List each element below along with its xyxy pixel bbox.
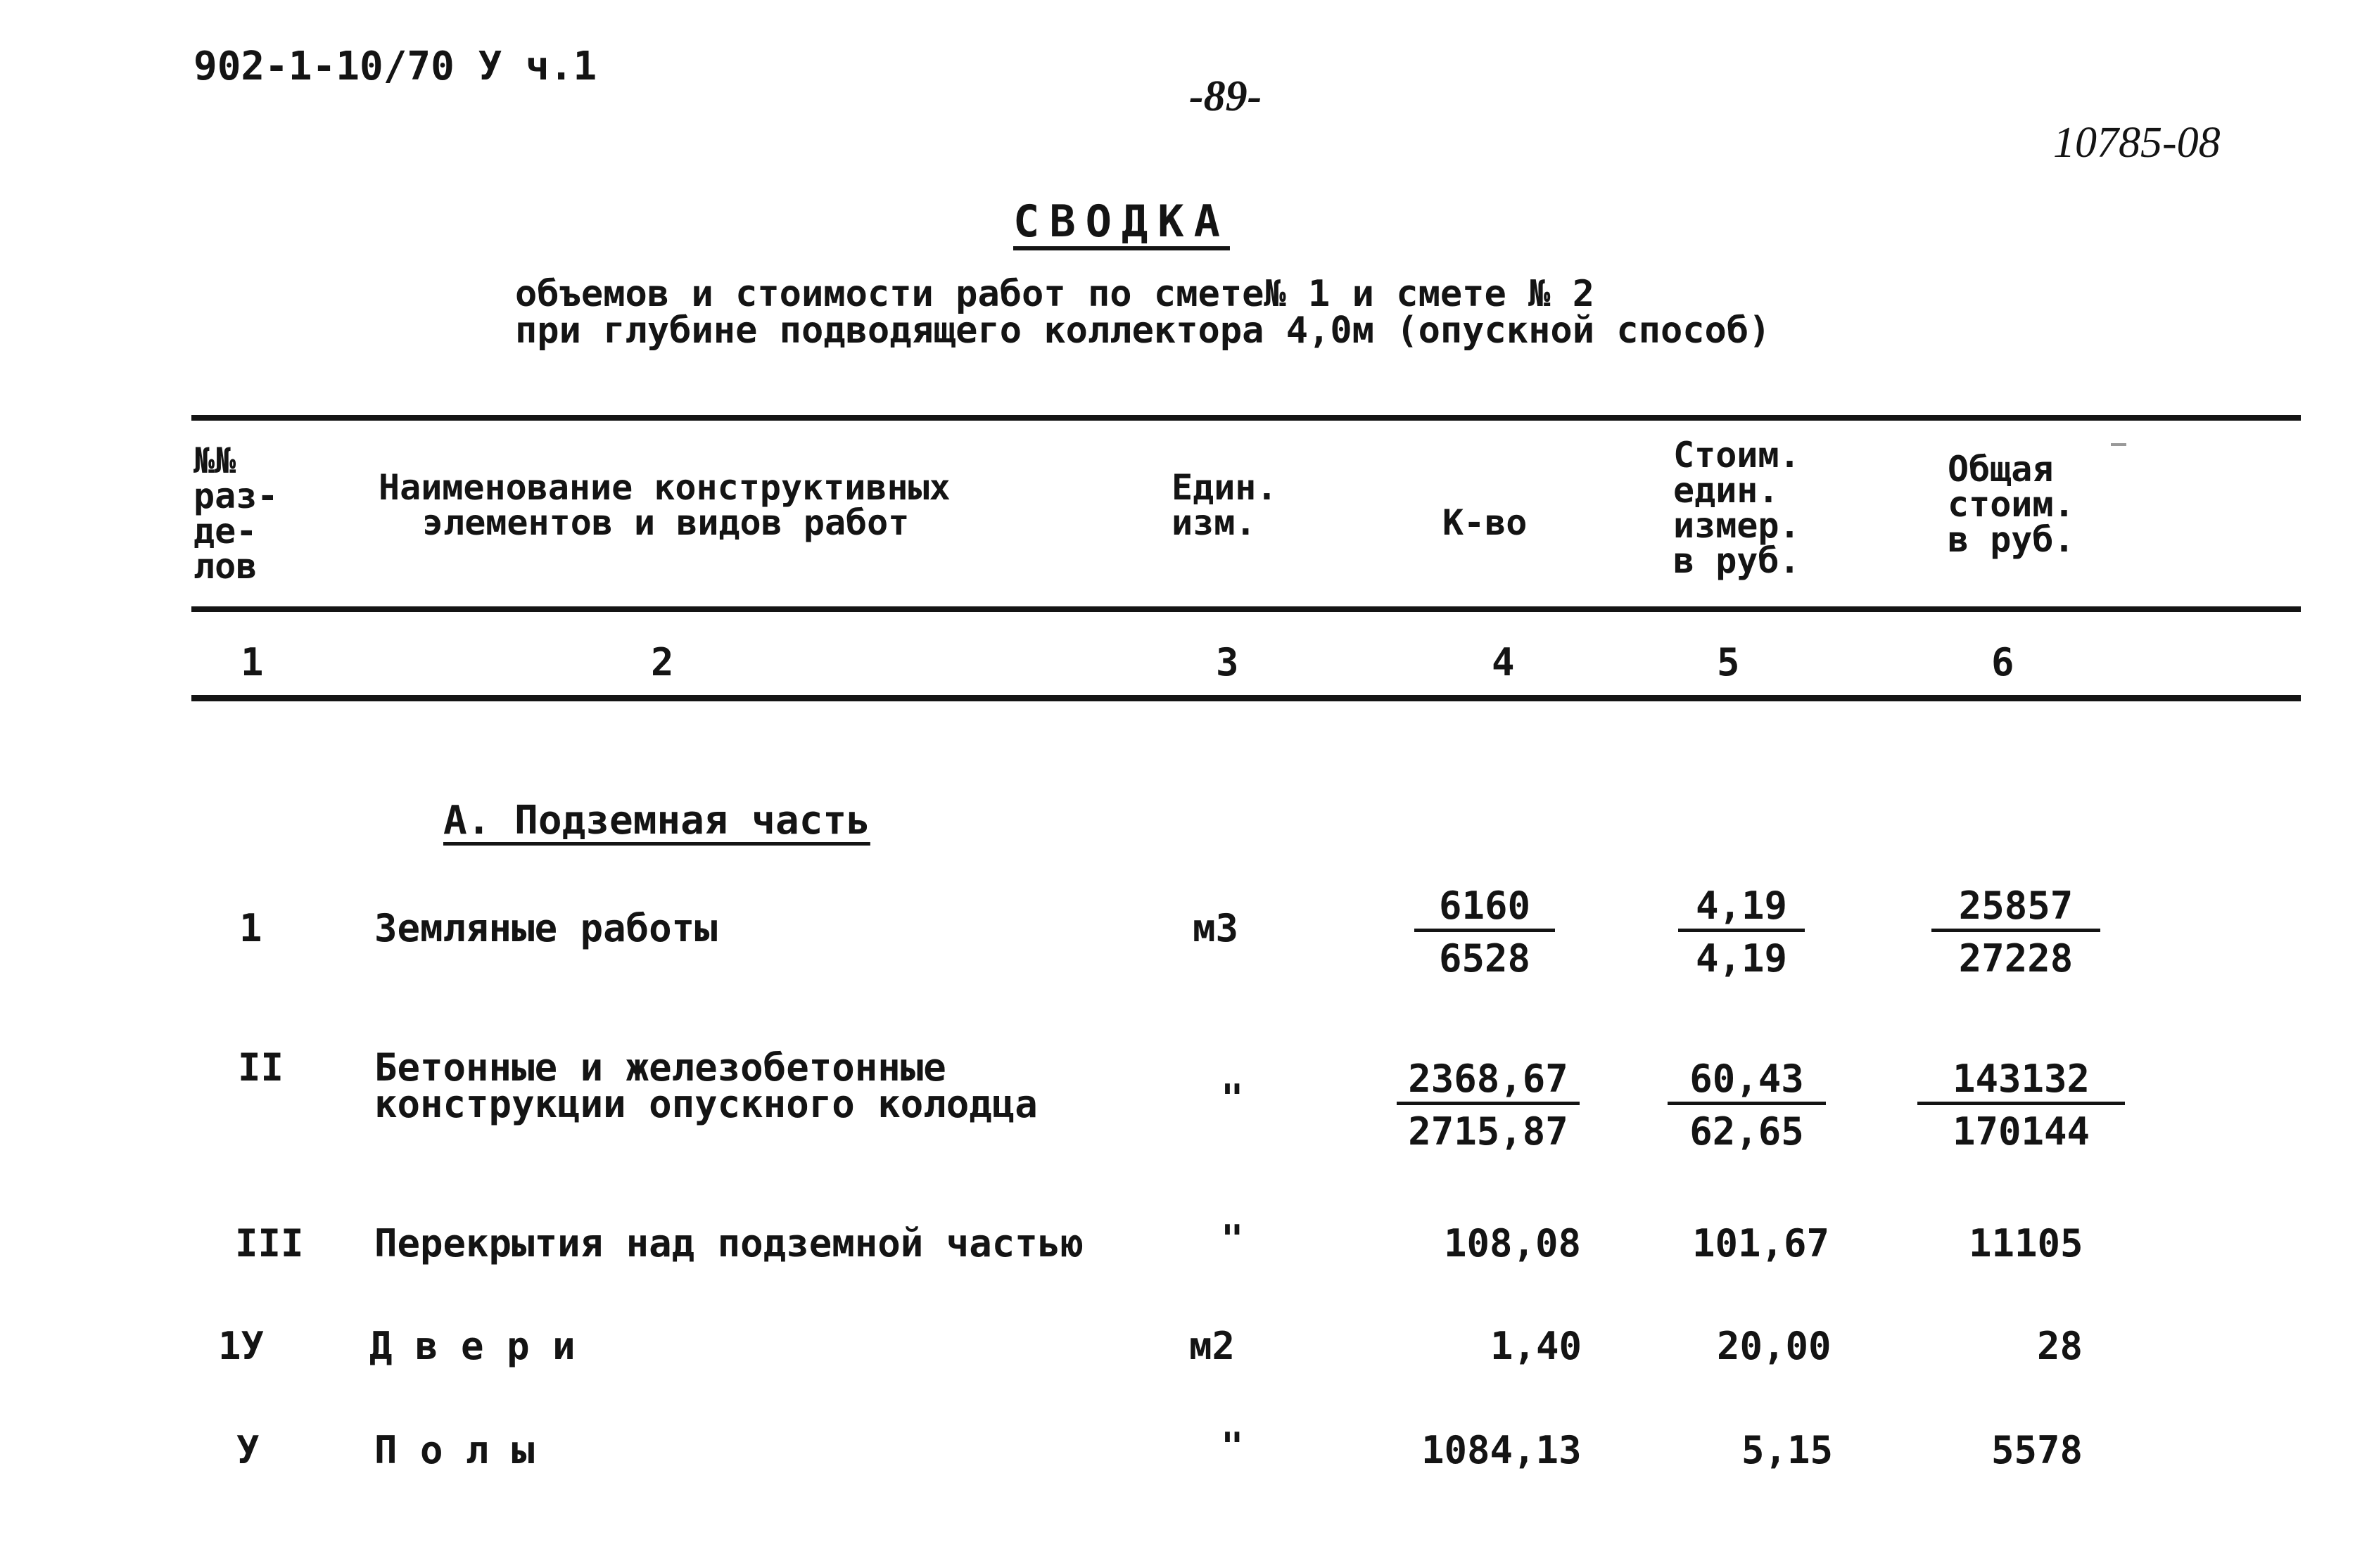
row-total: 5578 <box>1991 1428 2083 1472</box>
row-number: 1У <box>218 1324 265 1368</box>
row-unit: м2 <box>1189 1324 1236 1368</box>
row-unit: " <box>1221 1076 1244 1121</box>
subtitle-line-1: объемов и стоимости работ по смете№ 1 и смете № 2 <box>515 273 1595 315</box>
total-estimate-2: 170144 <box>1952 1109 2090 1154</box>
row-total: 28 <box>2037 1324 2083 1368</box>
header-col4: К-во <box>1442 502 1528 543</box>
quantity-estimate-2: 6528 <box>1438 936 1531 981</box>
header-col6-line2: стоим. <box>1948 484 2075 525</box>
unit-cost-estimate-1: 4,19 <box>1678 884 1805 932</box>
header-col6-line1: Общая <box>1948 449 2054 490</box>
column-number-3: 3 <box>1216 640 1239 684</box>
header-col2-line1: Наименование конструктивных <box>379 467 951 508</box>
row-unit-cost <box>1678 884 1805 981</box>
header-bottom-rule <box>191 606 2301 612</box>
row-name-line-1: Бетонные и железобетонные <box>374 1045 946 1090</box>
scan-mark <box>2111 443 2126 446</box>
quantity-estimate-1: 2368,67 <box>1397 1057 1580 1105</box>
header-col5-line1: Стоим. <box>1673 435 1801 476</box>
row-quantity <box>1414 884 1555 981</box>
total-estimate-2: 27228 <box>1958 936 2074 981</box>
row-number: 1 <box>239 906 262 950</box>
row-total <box>1931 884 2100 981</box>
row-unit-cost: 5,15 <box>1741 1428 1834 1472</box>
row-unit: " <box>1221 1424 1244 1469</box>
row-unit-cost: 20,00 <box>1717 1324 1832 1368</box>
subtitle-line-2: при глубине подводящего коллектора 4,0м (опускной способ) <box>515 310 1771 352</box>
column-number-6: 6 <box>1991 640 2014 684</box>
column-number-2: 2 <box>651 640 674 684</box>
row-name: Д в е р и <box>369 1324 576 1368</box>
row-number: III <box>235 1221 304 1266</box>
unit-cost-estimate-2: 62,65 <box>1689 1109 1804 1154</box>
header-col1-line2: раз- <box>193 476 279 516</box>
total-estimate-1: 143132 <box>1917 1057 2125 1105</box>
header-col5-line3: измер. <box>1673 505 1801 546</box>
quantity-estimate-2: 2715,87 <box>1408 1109 1568 1154</box>
section-title: А. Подземная часть <box>443 798 870 843</box>
row-name: Земляные работы <box>374 906 718 950</box>
row-total: 11105 <box>1969 1221 2083 1266</box>
row-quantity: 1,40 <box>1490 1324 1582 1368</box>
row-unit-cost: 101,67 <box>1692 1221 1830 1266</box>
row-number: II <box>238 1045 284 1090</box>
row-unit: " <box>1221 1217 1244 1261</box>
inventory-number: 10785-08 <box>2053 119 2221 167</box>
header-col1-line3: де- <box>193 511 258 552</box>
header-col2-line2: элементов и видов работ <box>422 502 910 543</box>
row-number: У <box>236 1428 260 1472</box>
header-col1-line4: лов <box>193 546 258 587</box>
column-number-5: 5 <box>1717 640 1740 684</box>
header-col5-line4: в руб. <box>1673 540 1801 581</box>
header-col3-line1: Един. <box>1172 467 1278 508</box>
row-quantity: 1084,13 <box>1421 1428 1582 1472</box>
row-total <box>1917 1057 2125 1154</box>
row-name: Перекрытия над подземной частью <box>374 1221 1084 1266</box>
row-name-line-2: конструкции опускного колодца <box>374 1082 1038 1126</box>
page-title: СВОДКА <box>1013 196 1230 247</box>
document-id: 902-1-10/70 У ч.1 <box>193 44 597 89</box>
column-number-1: 1 <box>241 640 264 684</box>
header-col6-line3: в руб. <box>1948 519 2075 560</box>
column-numbers-rule <box>191 695 2301 701</box>
column-number-4: 4 <box>1492 640 1515 684</box>
quantity-estimate-1: 6160 <box>1414 884 1555 932</box>
row-quantity <box>1397 1057 1580 1154</box>
row-quantity: 108,08 <box>1444 1221 1582 1266</box>
unit-cost-estimate-1: 60,43 <box>1668 1057 1826 1105</box>
row-name: П о л ы <box>374 1428 535 1472</box>
total-estimate-1: 25857 <box>1931 884 2100 932</box>
row-unit-cost <box>1668 1057 1826 1154</box>
header-col5-line2: един. <box>1673 470 1779 511</box>
table-top-rule <box>191 415 2301 421</box>
header-col3-line2: изм. <box>1172 502 1257 543</box>
header-col1-line1: №№ <box>193 440 236 481</box>
row-unit: м3 <box>1193 906 1239 950</box>
page-number: -89- <box>1189 72 1262 120</box>
unit-cost-estimate-2: 4,19 <box>1695 936 1788 981</box>
